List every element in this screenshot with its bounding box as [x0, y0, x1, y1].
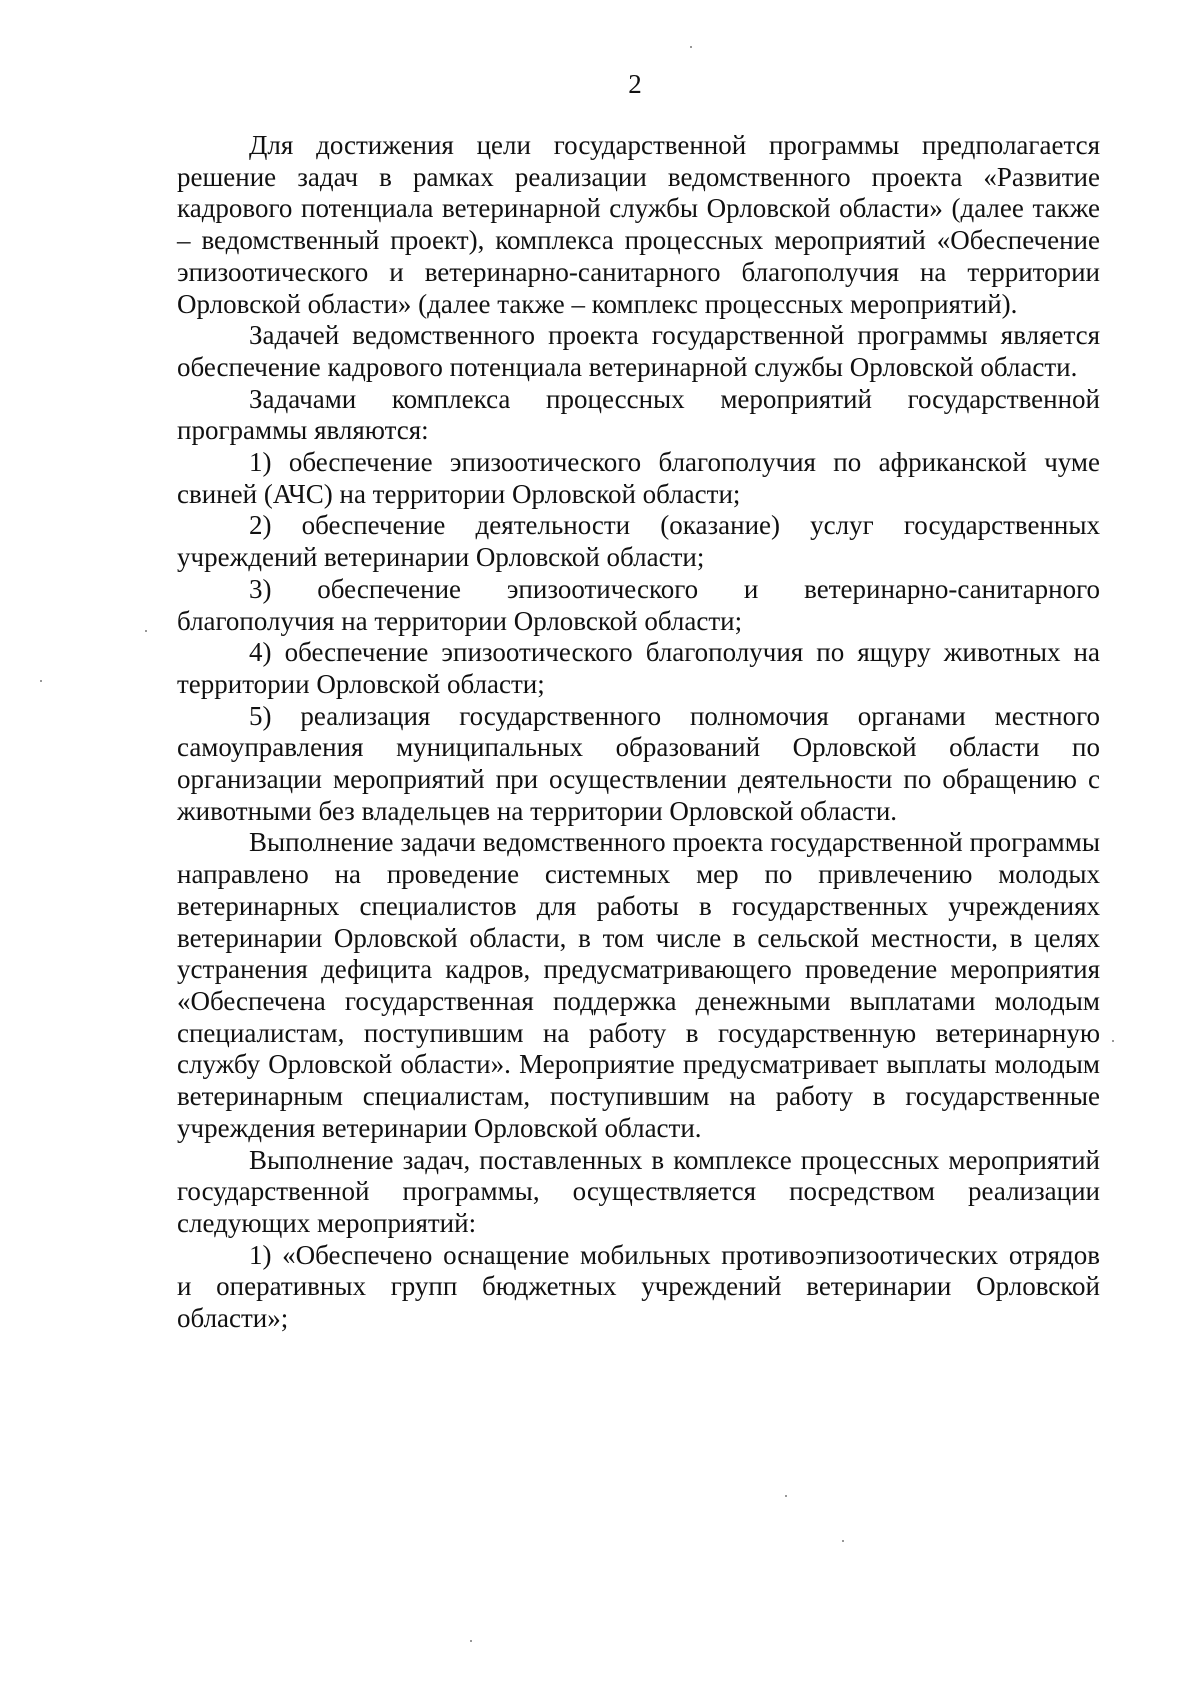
paragraph-departmental-project-task: Задачей ведомственного проекта государственной программы является обеспечение кадрового потенциала ветеринарной службы Орловской области.: [177, 320, 1100, 382]
scan-speck: [1112, 1040, 1114, 1042]
paragraph-complex-tasks-intro: Задачами комплекса процессных мероприятий государственной программы являются:: [177, 383, 1100, 446]
paragraph-program-goal: Для достижения цели государственной программы предполагается решение задач в рамках реализации ведомственного проекта «Развитие кадрового потенциала ветеринарной службы Орловской области» (далее также – ведомственный проект), комплекса процессных мероприятий «Обеспечение эпизоотического и ветеринарно-санитарного благополучия на территории Орловской области» (далее также – комплекс процессных мероприятий).: [177, 130, 1100, 319]
page-number: 2: [628, 69, 642, 99]
list-item-measure-1: 1) «Обеспечено оснащение мобильных противоэпизоотических отрядов и оперативных групп бюджетных учреждений ветеринарии Орловской области»;: [177, 1239, 1100, 1334]
scan-speck: [842, 1540, 844, 1542]
scan-speck: [785, 1495, 787, 1497]
list-item-task-5: 5) реализация государственного полномочия органами местного самоуправления муниципальных образований Орловской области по организации мероприятий при осуществлении деятельности по обращению с животными без владельцев на территории Орловской области.: [177, 700, 1100, 826]
list-item-task-3: 3) обеспечение эпизоотического и ветеринарно-санитарного благополучия на территории Орловской области;: [177, 573, 1100, 636]
list-item-task-4: 4) обеспечение эпизоотического благополучия по ящуру животных на территории Орловской области;: [177, 637, 1100, 699]
list-item-task-1: 1) обеспечение эпизоотического благополучия по африканской чуме свиней (АЧС) на территории Орловской области;: [177, 447, 1100, 509]
scan-speck: [470, 1640, 472, 1642]
list-item-task-2: 2) обеспечение деятельности (оказание) услуг государственных учреждений ветеринарии Орловской области;: [177, 510, 1100, 573]
paragraph-project-implementation: Выполнение задачи ведомственного проекта государственной программы направлено на проведение системных мер по привлечению молодых ветеринарных специалистов для работы в государственных учреждениях ветеринарии Орловской области, в том числе в сельской местности, в целях устранения дефицита кадров, предусматривающего проведение мероприятия «Обеспечена государственная поддержка денежными выплатами молодым специалистам, поступившим на работу в государственную ветеринарную службу Орловской области». Мероприятие предусматривает выплаты молодым ветеринарным специалистам, поступившим на работу в государственные учреждения ветеринарии Орловской области.: [177, 827, 1100, 1143]
document-body: [177, 130, 1100, 1335]
scan-speck: [145, 630, 147, 632]
scan-speck: [690, 46, 692, 48]
paragraph-complex-implementation: Выполнение задач, поставленных в комплексе процессных мероприятий государственной программы, осуществляется посредством реализации следующих мероприятий:: [177, 1144, 1100, 1238]
scan-speck: [40, 680, 42, 682]
